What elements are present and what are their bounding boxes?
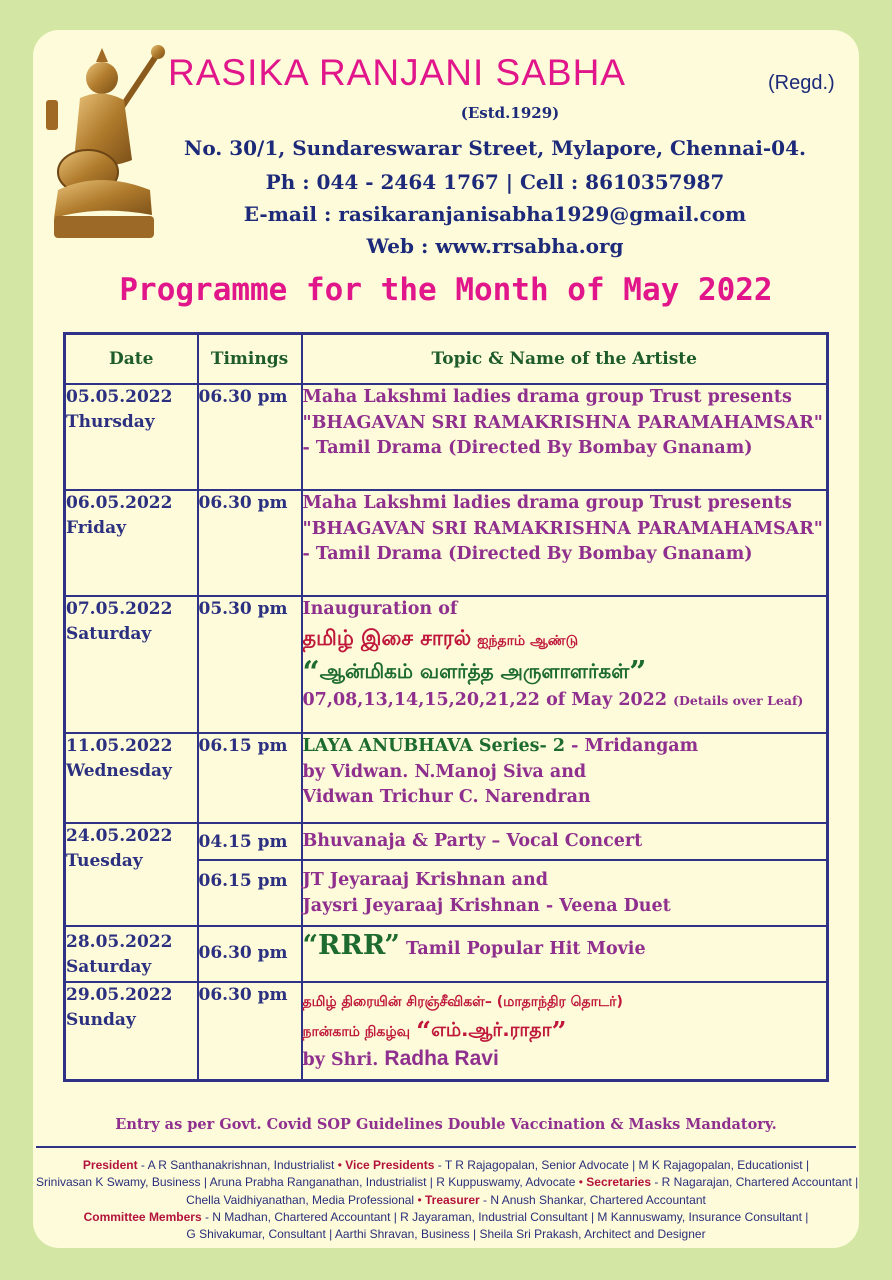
divider [36,1146,856,1148]
date: 24.05.2022 [66,826,173,846]
secretaries: - R Nagarajan, Chartered Accountant | [651,1175,859,1190]
details-note: (Details over Leaf) [673,692,804,708]
topic-cell [302,490,828,596]
day: Wednesday [66,761,172,781]
topic-cell [302,926,828,982]
date-cell [65,926,198,982]
date: 28.05.2022 [66,932,173,952]
column-header-timings: Timings [198,334,302,385]
time-cell: 06.30 pm [198,926,302,982]
covid-note: Entry as per Govt. Covid SOP Guidelines Double Vaccination & Masks Mandatory. [115,1116,777,1133]
day: Saturday [66,624,152,644]
treasurer: - N Anush Shankar, Chartered Accountant [479,1192,706,1207]
time-cell: 06.30 pm [198,982,302,1080]
vp-label: Vice Presidents [345,1158,435,1172]
topic-line: "BHAGAVAN SRI RAMAKRISHNA PARAMAHAMSAR" [302,412,823,433]
topic-line: Tamil Popular Hit Movie [399,939,646,959]
tamil-event-line: நான்காம் நிகழ்வு [302,1023,410,1040]
tamil-series-line: தமிழ் திரையின் சிரஞ்சீவிகள்– (மாதாந்திர தொடர்) [302,994,623,1010]
instrument: - Mridangam [565,736,699,756]
column-header-topic: Topic & Name of the Artiste [302,334,828,385]
topic-cell: தமிழ் திரையின் சிரஞ்சீவிகள்– (மாதாந்திர தொடர்) நான்காம் நிகழ்வு “எம்.ஆர்.ராதா” by Shri. Radha Ravi [302,982,828,1080]
org-name: RASIKA RANJANI SABHA [168,52,626,93]
footer-line: Chella Vaidhiyanathan, Media Professional [186,1192,418,1207]
topic-line: Bhuvanaja & Party – Vocal Concert [302,831,643,851]
day: Friday [66,518,126,538]
topic-line: Vidwan Trichur C. Narendran [302,787,591,807]
series-name: LAYA ANUBHAVA Series- 2 [302,736,566,756]
topic-cell [302,823,828,860]
day: Sunday [66,1010,136,1030]
time-cell: 06.30 pm [198,490,302,596]
president-label: President [82,1158,138,1172]
topic-line: - Tamil Drama (Directed By Bombay Gnanam) [302,544,753,564]
date: 05.05.2022 [66,387,173,407]
column-header-date: Date [65,334,198,385]
date-cell [65,982,198,1080]
time-cell: 06.15 pm [198,733,302,823]
topic-line: Maha Lakshmi ladies drama group Trust presents [302,387,792,407]
time-cell: 06.15 pm [198,860,302,926]
topic-cell: Inauguration of தமிழ் இசை சாரல் ஐந்தாம் ஆண்டு “ஆன்மிகம் வளர்த்த அருளாளர்கள்” 07,08,13,14,15,20,21,22 of May 2022 (Details over Leaf) [302,596,828,733]
artist-name: Radha Ravi [384,1046,499,1070]
tamil-title: தமிழ் இசை சாரல் [302,625,472,650]
committee-members: - N Madhan, Chartered Accountant | R Jayaraman, Industrial Consultant | M Kannuswamy, Insurance Consultant | [201,1209,809,1224]
footer-line: Srinivasan K Swamy, Business | Aruna Prabha Ranganathan, Industrialist | R Kuppuswamy, Advocate [36,1175,579,1190]
topic-cell [302,860,828,926]
date-cell [65,823,198,926]
president: - A R Santhanakrishnan, Industrialist [137,1158,338,1172]
website: Web : www.rrsabha.org [366,234,624,258]
by-label: by Shri. [302,1049,385,1070]
topic-line: JT Jeyaraaj Krishnan and [302,870,548,890]
table-row [65,384,828,490]
treasurer-label: Treasurer [424,1192,480,1207]
table-row [65,733,828,823]
topic-line: Jaysri Jeyaraaj Krishnan - Veena Duet [302,895,671,916]
topic-cell [302,733,828,823]
table-row [65,490,828,596]
table-row [65,982,828,1080]
topic-line: Inauguration of [302,599,458,619]
date: 06.05.2022 [66,493,173,513]
day: Tuesday [66,851,143,871]
topic-line: - Tamil Drama (Directed By Bombay Gnanam) [302,438,753,458]
date-cell [65,733,198,823]
estd-label: (Estd.1929) [460,104,560,122]
footer-line: G Shivakumar, Consultant | Aarthi Shravan, Business | Sheila Sri Prakash, Architect and Designer [186,1227,706,1242]
tamil-quote: எம்.ஆர்.ராதா [431,1018,552,1041]
regd-label: (Regd.) [768,72,835,94]
address: No. 30/1, Sundareswarar Street, Mylapore, Chennai-04. [184,136,806,160]
date: 29.05.2022 [66,985,173,1005]
topic-line: Maha Lakshmi ladies drama group Trust presents [302,493,792,513]
time-cell: 06.30 pm [198,384,302,490]
time-cell: 05.30 pm [198,596,302,733]
programme-table [63,332,829,1082]
date-cell [65,596,198,733]
date-cell [65,490,198,596]
movie-title: “RRR” [302,930,400,961]
committee-footer: President - A R Santhanakrishnan, Industrialist • Vice Presidents - T R Rajagopalan, Senior Advocate | M K Rajagopalan, Educationist | Srinivasan K Swamy, Business | Aruna Prabha Ranganathan, Industrialist | R Kuppuswamy, Advocate • Secretaries - R Nagarajan, Chartered Accountant | Chella Vaidhiyanathan, Media Professional • Treasurer - N Anush Shankar, Chartered Accountant Committee Members - N Madhan, Chartered Accountant | R Jayaraman, Industrial Consultant | M Kannuswamy, Insurance Consultant | G Shivakumar, Consultant | Aarthi Shravan, Business | Sheila Sri Prakash, Architect and Designer [36,1158,859,1242]
topic-line: by Vidwan. N.Manoj Siva and [302,761,587,782]
table-header-row [65,334,828,385]
committee-label: Committee Members [83,1209,202,1224]
table-row [65,823,828,860]
vice-presidents: - T R Rajagopalan, Senior Advocate | M K Rajagopalan, Educationist | [434,1158,810,1172]
topic-line: "BHAGAVAN SRI RAMAKRISHNA PARAMAHAMSAR" [302,518,823,539]
topic-cell [302,384,828,490]
email: E-mail : rasikaranjanisabha1929@gmail.com [243,202,747,226]
time-cell: 04.15 pm [198,823,302,860]
phone: Ph : 044 - 2464 1767 | Cell : 8610357987 [265,170,725,194]
programme-heading: Programme for the Month of May 2022 [119,272,773,308]
day: Thursday [66,412,155,432]
date-cell [65,384,198,490]
topic-line: 07,08,13,14,15,20,21,22 of May 2022 [302,689,668,710]
day: Saturday [66,957,152,977]
date: 11.05.2022 [66,736,173,756]
date: 07.05.2022 [66,599,173,619]
secretaries-label: Secretaries [586,1175,652,1190]
table-row [65,596,828,733]
tamil-subtitle: ஐந்தாம் ஆண்டு [477,632,579,649]
table-row [65,926,828,982]
tamil-quote: ஆன்மிகம் வளர்த்த அருளாளர்கள் [319,658,630,683]
